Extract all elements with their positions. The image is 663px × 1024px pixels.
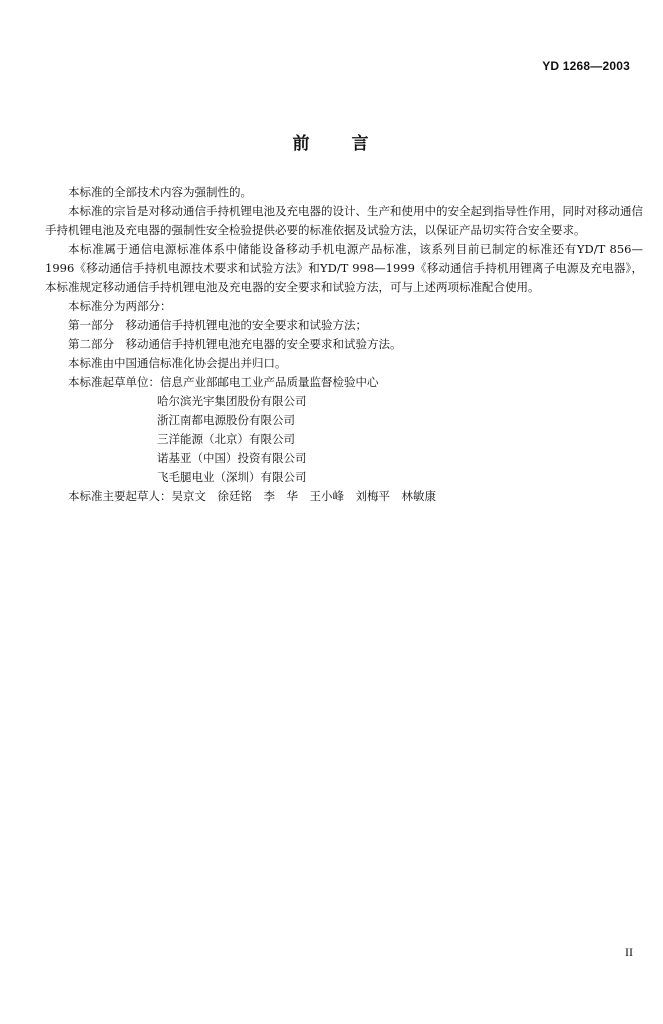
drafting-units-list — [45, 392, 643, 487]
paragraph-proposer: 本标准由中国通信标准化协会提出并归口。 — [68, 356, 287, 370]
title-char-2: 言 — [351, 134, 371, 154]
paragraph-drafters: 本标准主要起草人：吴京文 徐廷铭 李 华 王小峰 刘梅平 林敏康 — [68, 489, 436, 503]
paragraph-series: 本标准属于通信电源标准体系中储能设备移动手机电源产品标准，该系列目前已制定的标准还有YD/T 856—1996《移动通信手持机电源技术要求和试验方法》和YD/T 998—1999《移动通信手持机用锂离子电源及充电器》，本标准规定移动通信手持机锂电池及充电器的安全要求和试验方法，可与上述两项标准配合使用。 — [45, 242, 643, 294]
paragraph-purpose: 本标准的宗旨是对移动通信手持机锂电池及充电器的设计、生产和使用中的安全起到指导性作用，同时对移动通信手持机锂电池及充电器的强制性安全检验提供必要的标准依据及试验方法，以保证产品切实符合安全要求。 — [45, 204, 643, 237]
paragraph-drafting-units: 本标准起草单位：信息产业部邮电工业产品质量监督检验中心 — [68, 375, 379, 389]
paragraph-parts-intro: 本标准分为两部分： — [68, 299, 172, 313]
paragraph-part-one: 第一部分 移动通信手持机锂电池的安全要求和试验方法； — [68, 318, 367, 332]
page-title — [0, 129, 663, 154]
paragraph-mandatory: 本标准的全部技术内容为强制性的。 — [68, 185, 252, 199]
title-char-1: 前 — [292, 134, 312, 154]
drafting-unit: 三洋能源（北京）有限公司 — [157, 432, 295, 446]
drafting-unit: 诺基亚（中国）投资有限公司 — [157, 451, 307, 465]
drafting-unit: 浙江南都电源股份有限公司 — [157, 413, 295, 427]
foreword-body — [45, 183, 643, 506]
drafting-unit: 哈尔滨光宇集团股份有限公司 — [157, 394, 307, 408]
document-code: YD 1268—2003 — [542, 59, 630, 73]
drafting-unit: 飞毛腿电业（深圳）有限公司 — [157, 470, 307, 484]
paragraph-part-two: 第二部分 移动通信手持机锂电池充电器的安全要求和试验方法。 — [68, 337, 402, 351]
page-number: II — [625, 945, 633, 959]
